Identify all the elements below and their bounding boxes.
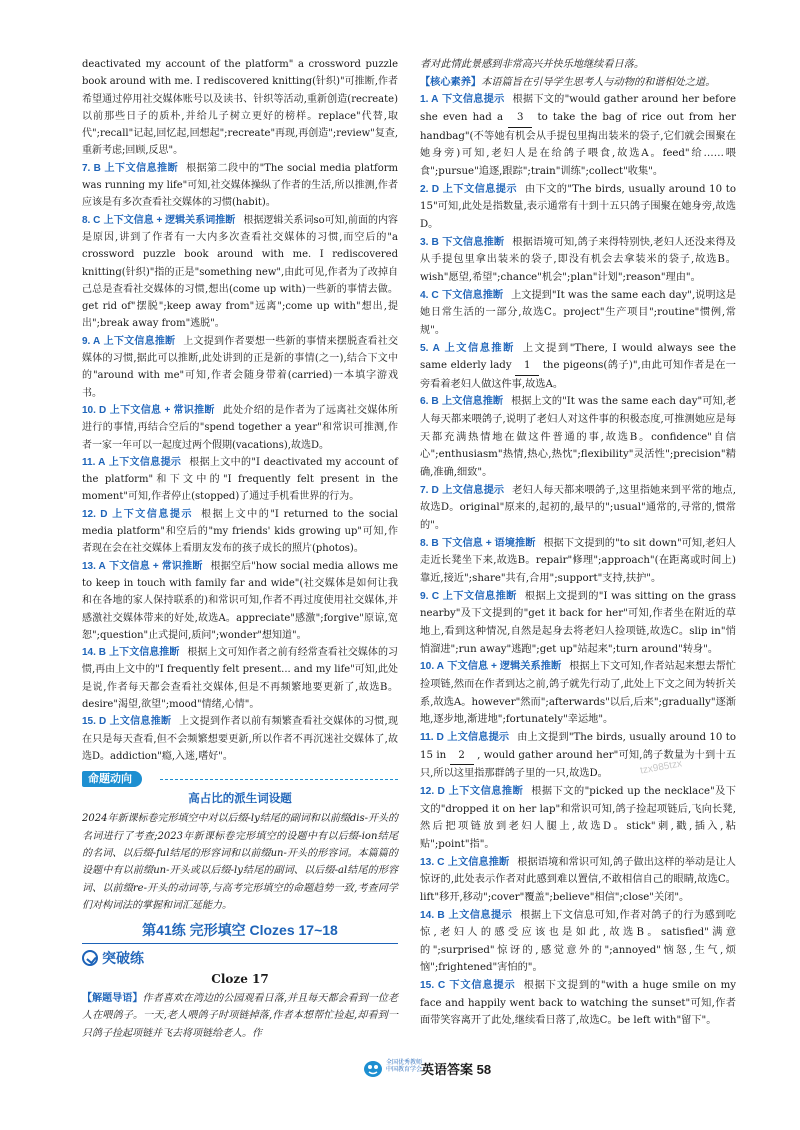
answer-item [420, 393, 736, 481]
answer-tag: 上下文信息 + 逻辑关系词推断 [103, 214, 236, 226]
answer-item [420, 234, 736, 287]
trend-subtitle: 高占比的派生词设题 [188, 793, 292, 806]
core-label: 【核心素养】 [420, 76, 482, 88]
answer-text-before: 上文提到"There, I would always see the same elderly lady [420, 342, 736, 372]
answer-tag: 上下文信息提示 [108, 456, 182, 468]
trend-banner [82, 771, 398, 787]
answer-number: 6. B [420, 396, 439, 408]
answer-item [82, 212, 398, 333]
answer-tag: 上下文信息提示 [442, 183, 517, 195]
answer-item [420, 907, 736, 978]
guide-text: 作者喜欢在湾边的公园观看日落,并且每天都会看到一位老人在喂鸽子。一天,老人喂鸽子时项链掉落,作者本想帮忙捡起,却看到一只鸽子捡起项链并飞去将项链给老人。作 [82, 993, 398, 1039]
watermark: tzx985tzx [639, 758, 683, 777]
answer-item [420, 729, 736, 783]
answer-text-before: 根据上文提到的"I was sitting on the grass nearby"及下文提到的"get it back for her"可知,作者坐在附近的草地上,看到这种情况,自然是起身去将老妇人捡项链,故选C。slip in"悄悄溜进";run away"逃跑";get up"站起来";turn around"转身"。 [420, 590, 736, 655]
answer-tag: 下文信息推断 [441, 289, 504, 301]
answer-item [82, 506, 398, 558]
footer-brand [386, 1060, 422, 1074]
answer-number: 11. D [420, 731, 444, 743]
trend-banner-divider [160, 779, 398, 780]
answer-tag: 上下文信息推断 [442, 590, 517, 602]
answer-text-before: 由下文的"The birds, usually around 10 to 15"可知,此处是指数量,表示通常有十到十五只鸽子围聚在她身旁,故选D。 [420, 183, 736, 230]
answer-text-before: 根据下文的"would gather around her before she even had a [420, 94, 736, 123]
answer-text-before: 根据上文的"It was the same each day"可知,老人每天都来喂鸽子,说明了老妇人对这件事的积极态度,可推测她应是每天都充满热情地在做这件普通的事,故选B。confidence"自信心";enthusiasm"热情,热心,热忱";flexibility"灵活性";precision"精确,准确,细致"。 [420, 396, 737, 479]
answer-tag: 上下文信息提示 [112, 508, 194, 520]
answer-tag: 上文信息提示 [448, 909, 513, 921]
answer-text: 根据上文中的"I returned to the social media platform"和空后的"my friends' kids growing up"可知,作者现在会在社交媒体上看朋友发布的孩子成长的照片(photos)。 [82, 508, 398, 555]
answer-number: 14. B [420, 909, 445, 921]
answer-tag: 上下文信息推断 [103, 335, 176, 347]
guide-label: 【解题导语】 [82, 993, 143, 1005]
answer-text: 上文提到作者要想一些新的事情来摆脱查看社交媒体的习惯,据此可以推断,此处讲到的正是新的事情(之一),结合下文中的"around with me"可知,作者会随身带着(carried)一本填字游戏书。 [82, 335, 399, 399]
answer-text: 根据第二段中的"The social media platform was running my life"可知,社交媒体操纵了作者的生活,所以推测,作者应该是有多次查看社交媒体的习惯(habit)。 [82, 162, 398, 209]
answer-tag: 上下文信息推断 [109, 647, 180, 659]
answer-text: 此处介绍的是作者为了远离社交媒体所进行的事情,再结合空后的"spend together a year"和常识可推测,作者一家一年可以一起度过两个假期(vacations),故选D。 [82, 404, 398, 451]
answer-text-before: 根据下文提到的"with a huge smile on my face and happily went back to watching the sunset"可知,作者面带笑容离开了此处,继续看日落了,故选C。be left with"留下"。 [420, 980, 737, 1027]
answer-number: 7. B [82, 162, 101, 174]
answer-number: 13. A [82, 560, 106, 572]
answer-text-before: 根据语境和常识可知,鸽子做出这样的举动是让人惊讶的,此处表示作者对此感到难以置信,不敢相信自己的眼睛,故选C。lift"移开,移动";cover"覆盖";believe"相信";close"关闭"。 [420, 856, 736, 903]
answer-number: 14. B [82, 647, 106, 659]
answer-text-before: 根据语境可知,鸽子来得特别快,老妇人还没来得及从手提包里拿出装米的袋子,即没有机会去拿装米的袋子,故选B。wish"愿望,希望";chance"机会";plan"计划";reason"理由"。 [420, 236, 736, 283]
left-answer-list [82, 160, 398, 765]
answer-number: 8. B [420, 537, 439, 549]
answer-item [420, 658, 736, 729]
answer-blank: 1 [515, 357, 539, 376]
answer-number: 9. C [420, 590, 440, 602]
answer-tag: 上下文信息推断 [104, 162, 179, 174]
cloze-title: Cloze 17 [211, 971, 269, 986]
answer-text: 根据空后"how social media allows me to keep in touch with family far and wide"(社交媒体是如何让我和在各地的家人保持联系的)和常识可知,作者不再过度使用社交媒体,并感激社交媒体带来的好处,故选A。appreciate"感激";forgive"原谅,宽恕";question"止式提问,质问";wonder"想知道"。 [82, 560, 398, 641]
answer-number: 3. B [420, 236, 439, 248]
answer-item [420, 854, 736, 907]
answer-item [420, 588, 736, 659]
left-column [82, 56, 398, 1042]
answer-tag: 上文信息推断 [109, 716, 172, 728]
answer-item [420, 482, 736, 535]
right-answer-list [420, 91, 736, 1030]
answer-text: 上文提到作者以前有频繁查看社交媒体的习惯,现在只是每天查看,但不会频繁想要更新,所以作者不再沉迷社交媒体了,故选D。addiction"瘾,入迷,嗜好"。 [82, 716, 399, 762]
answer-number: 9. A [82, 335, 101, 347]
answer-text-after: , would gather around her"可知,鸽子数量为十到十五只,所以这里指那群鸽子里的一只,故选D。 [420, 749, 736, 780]
answer-text-after: to take the bag of rice out from her handbag"(不等她有机会从手提包里掏出装米的袋子,它们就会围聚在她身旁)可知,老妇人是在给鸽子喂食,故选A。feed"给……喂食";pursue"追逐,跟踪";train"训练";collect"收集"。 [420, 111, 736, 177]
answer-text-before: 根据上下文信息可知,作者对鸽子的行为感到吃惊,老妇人的感受应该也是如此,故选B。satisfied"满意的";surprised"惊讶的,感觉意外的";annoyed"恼怒,生气,烦恼";frightened"害怕的"。 [420, 909, 736, 974]
answer-tag: 上文信息推断 [441, 396, 504, 408]
answer-tag: 下文信息 + 语境推断 [442, 537, 536, 549]
answer-item [82, 160, 398, 212]
answer-number: 10. D [82, 404, 107, 416]
answer-number: 7. D [420, 484, 439, 496]
answer-number: 8. C [82, 214, 101, 226]
answer-blank: 2 [450, 747, 474, 766]
footer-brand-line1: 全国优秀教师 [386, 1060, 423, 1066]
answer-text-before: 根据下文的"picked up the necklace"及下文的"dropped it on her lap"和常识可知,鸽子捡起项链后,飞向长凳,然后把项链放到老妇人腿上,故选D。stick"刺,戳,插入,粘贴";point"指"。 [420, 785, 736, 850]
answer-number: 1. A [420, 94, 439, 106]
core-text: 本语篇旨在引导学生思考人与动物的和谐相处之道。 [481, 76, 716, 88]
answer-number: 4. C [420, 289, 439, 301]
answer-number: 2. D [420, 183, 440, 195]
answer-item [420, 977, 736, 1030]
section-title: 第41练 完形填空 Clozes 17~18 [82, 922, 398, 943]
trend-banner-label: 命题动向 [82, 771, 142, 787]
right-column [420, 56, 736, 1030]
answer-item [82, 558, 398, 644]
answer-text-before: 根据上下文可知,作者站起来想去帮忙捡项链,然而在作者到达之前,鸽子就先行动了,此处上下文之间为转折关系,故选A。however"然而";afterwards"以后,后来";gradually"逐渐地,逐步地,渐进地";fortunately"幸运地"。 [420, 661, 736, 726]
answer-text-before: 由上文提到"The birds, usually around 10 to 15 in [420, 731, 736, 761]
trend-text: 2024年新课标卷完形填空中对以后缀-ly结尾的副词和以前缀dis-开头的名词进行了考查;2023年新课标卷完形填空的设题中有以后缀-ion结尾的名词、以后缀-ful结尾的形容词和以前缀un-开头的形容词。本篇篇的设题中有以前缀un-开头或以后缀-ly结尾的副词、以后缀-al结尾的形容词、以前缀re-开头的动词等,与高考完形填空的命题趋势一致,考查同学们对构词法的掌握和词汇延能力。 [82, 813, 398, 911]
answer-tag: 上文信息提示 [442, 484, 505, 496]
guide-paragraph [82, 990, 398, 1042]
answer-tag: 下文信息提示 [442, 94, 505, 106]
answer-item [420, 340, 736, 394]
breakthrough-heading [82, 950, 398, 967]
answer-item [82, 644, 398, 713]
footer-brand-line2: 中国教育学会 [386, 1067, 423, 1073]
core-paragraph [420, 74, 736, 92]
answer-tag: 上文信息推断 [447, 856, 510, 868]
answer-text: 根据上文可知作者之前有经常查看社交媒体的习惯,再由上文中的"I frequently felt present... and my life"可知,此处是说,作者每天都会查看社交媒体,但是不再频繁地要更新了,故选B。desire"渴望,欲望";mood"情绪,心情"。 [82, 647, 398, 710]
answer-number: 5. A [420, 342, 440, 354]
left-intro-paragraph: deactivated my account of the platform" a crossword puzzle book around with me. I rediscovered knitting(针织)"可推断,作者希望通过停用社交媒体账号以及读书、针织等活动,重新创造(recreate)以前那些日子的质朴,并给儿子树立更好的榜样。replace"代替,取代";recall"记起,回忆起,回想起";recreate"再现,再创造";review"复查,重新考虑;回顾,反思"。 [82, 59, 398, 157]
answer-item [420, 91, 736, 180]
answer-number: 11. A [82, 456, 106, 468]
answer-item [82, 454, 398, 506]
answer-text: 根据上文中的"I deactivated my account of the platform"和下文中的"I frequently felt present in the moment"可知,作者停止(stopped)了通过手机看世界的行为。 [82, 456, 399, 503]
answer-item [420, 535, 736, 588]
mascot-logo-icon [362, 1058, 384, 1078]
answer-text-before: 老妇人每天都来喂鸽子,这里指她来到平常的地点,故选D。original"原来的,起初的,最早的";usual"通常的,寻常的,惯常的"。 [420, 484, 736, 532]
answer-tag: 下文信息 + 常识推断 [109, 560, 203, 572]
answer-item [420, 181, 736, 234]
answer-item [420, 783, 736, 854]
answer-tag: 上文信息推断 [444, 342, 515, 354]
answer-number: 13. C [420, 856, 445, 868]
answer-number: 15. C [420, 980, 446, 992]
answer-tag: 下文信息提示 [449, 980, 516, 992]
answer-text-before: 根据下文提到的"to sit down"可知,老妇人走近长凳坐下来,故选B。repair"修理";approach"(在距离或时间上)靠近,接近";share"共有,合用";support"支持,扶护"。 [420, 537, 736, 585]
answer-number: 12. D [82, 508, 108, 520]
answer-text-after: the pigeons(鸽子)",由此可知作者是在一旁看着老妇人做这件事,故选A。 [420, 360, 736, 390]
answer-tag: 上下文信息推断 [448, 785, 524, 797]
answer-item [420, 287, 736, 340]
answer-item [82, 713, 398, 765]
right-intro-paragraph: 者对此情此景感到非常高兴并快乐地继续看日落。 [420, 59, 645, 70]
answer-tag: 下文信息推断 [442, 236, 505, 248]
answer-tag: 上下文信息 + 常识推断 [109, 404, 215, 416]
page-footer [0, 1053, 800, 1083]
answer-blank: 3 [508, 109, 532, 128]
answer-number: 15. D [82, 716, 107, 728]
breakthrough-label: 突破练 [102, 949, 144, 966]
answer-item [82, 333, 398, 402]
check-circle-icon [82, 950, 98, 966]
answer-tag: 上文信息提示 [447, 731, 510, 743]
answer-item [82, 402, 398, 454]
footer-page-label: 英语答案 58 [421, 1062, 492, 1077]
answer-number: 12. D [420, 785, 445, 797]
answer-text-before: 上文提到"It was the same each day",说明这是她日常生活的一部分,故选C。project"生产项目";routine"惯例,常规"。 [420, 289, 737, 336]
answer-text: 根据逻辑关系词so可知,前面的内容是原因,讲到了作者有一大内多次查看社交媒体的习惯,而空后的"a crossword puzzle book around with me. I rediscovered knitting(针织)"指的正是"something new",由此可见,作者为了改掉自己总是查看社交媒体的习惯,想出(come up with)一些新的事情去做。get rid of"摆脱";keep away from"远离";come up with"想出,提出";break away from"逃脱"。 [82, 214, 398, 330]
answer-number: 10. A [420, 661, 445, 673]
answer-tag: 下文信息 + 逻辑关系推断 [447, 661, 562, 673]
